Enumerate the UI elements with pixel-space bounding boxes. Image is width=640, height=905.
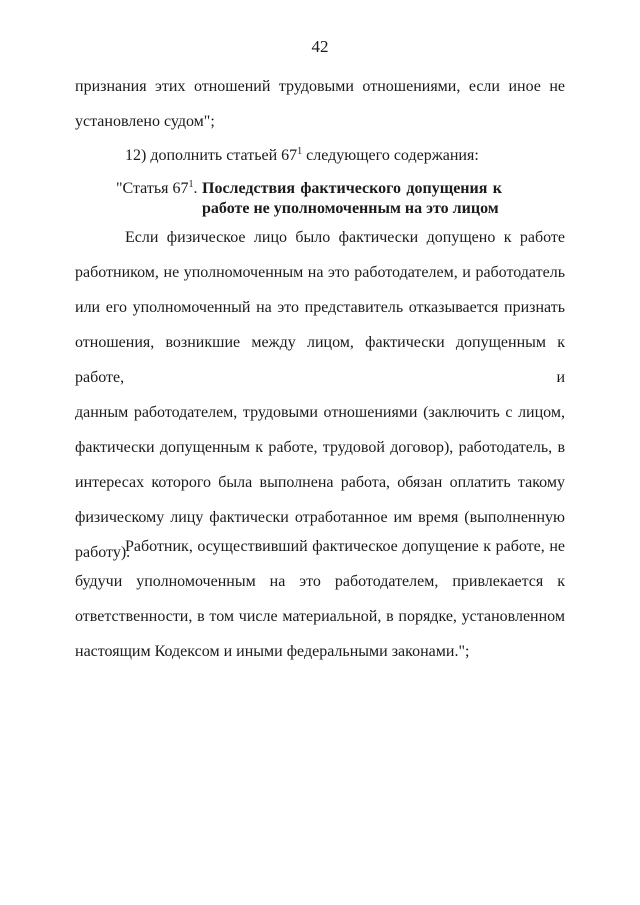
article-title-line: работе не уполномоченным на это лицом: [202, 200, 499, 217]
text-line: Если физическое лицо было фактически допущено к работе: [125, 229, 565, 246]
article-label-superscript: 1: [188, 179, 194, 190]
text-line: работником, не уполномоченным на это работодателем, и работодатель: [75, 264, 565, 281]
paragraph-2: [75, 529, 565, 669]
text-line: признания этих отношений трудовыми отношениями, если иное не: [75, 78, 565, 95]
item-text: 12) дополнить статьей 67: [125, 147, 298, 164]
text-line: интересах которого была выполнена работа, обязан оплатить такому: [75, 474, 565, 491]
article-title: [202, 179, 502, 219]
article-label-dot: .: [193, 180, 198, 197]
article-label-text: "Статья 67: [116, 180, 189, 197]
text-line: установлено судом";: [75, 113, 215, 130]
text-line: данным работодателем, трудовыми отношениями (заключить с лицом,: [75, 404, 565, 421]
text-line: настоящим Кодексом и иными федеральными законами.";: [75, 643, 470, 660]
text-line: работу).: [75, 544, 131, 561]
item-superscript: 1: [297, 146, 303, 157]
text-line: фактически допущенным к работе, трудовой договор), работодатель, в: [75, 439, 565, 456]
article-label: [116, 179, 198, 199]
page-number: 42: [311, 37, 329, 56]
item-12-line: [75, 138, 565, 173]
text-line: или его уполномоченный на это представитель отказывается признать: [75, 299, 565, 316]
text-line: Работник, осуществивший фактическое допущение к работе, не: [125, 538, 565, 555]
item-text-end: следующего содержания:: [302, 147, 479, 164]
text-line: будучи уполномоченным на это работодателем, привлекается к: [75, 573, 565, 590]
article-title-line: Последствия фактического допущения к: [202, 180, 502, 197]
item-12: [75, 138, 565, 173]
text-line: отношения, возникшие между лицом, фактически допущенным к работе, и: [75, 334, 565, 386]
paragraph-1: [75, 220, 565, 570]
intro-paragraph: [75, 69, 565, 139]
text-line: ответственности, в том числе материальной, в порядке, установленном: [75, 608, 565, 625]
text-line: физическому лицу фактически отработанное им время (выполненную: [75, 509, 565, 526]
